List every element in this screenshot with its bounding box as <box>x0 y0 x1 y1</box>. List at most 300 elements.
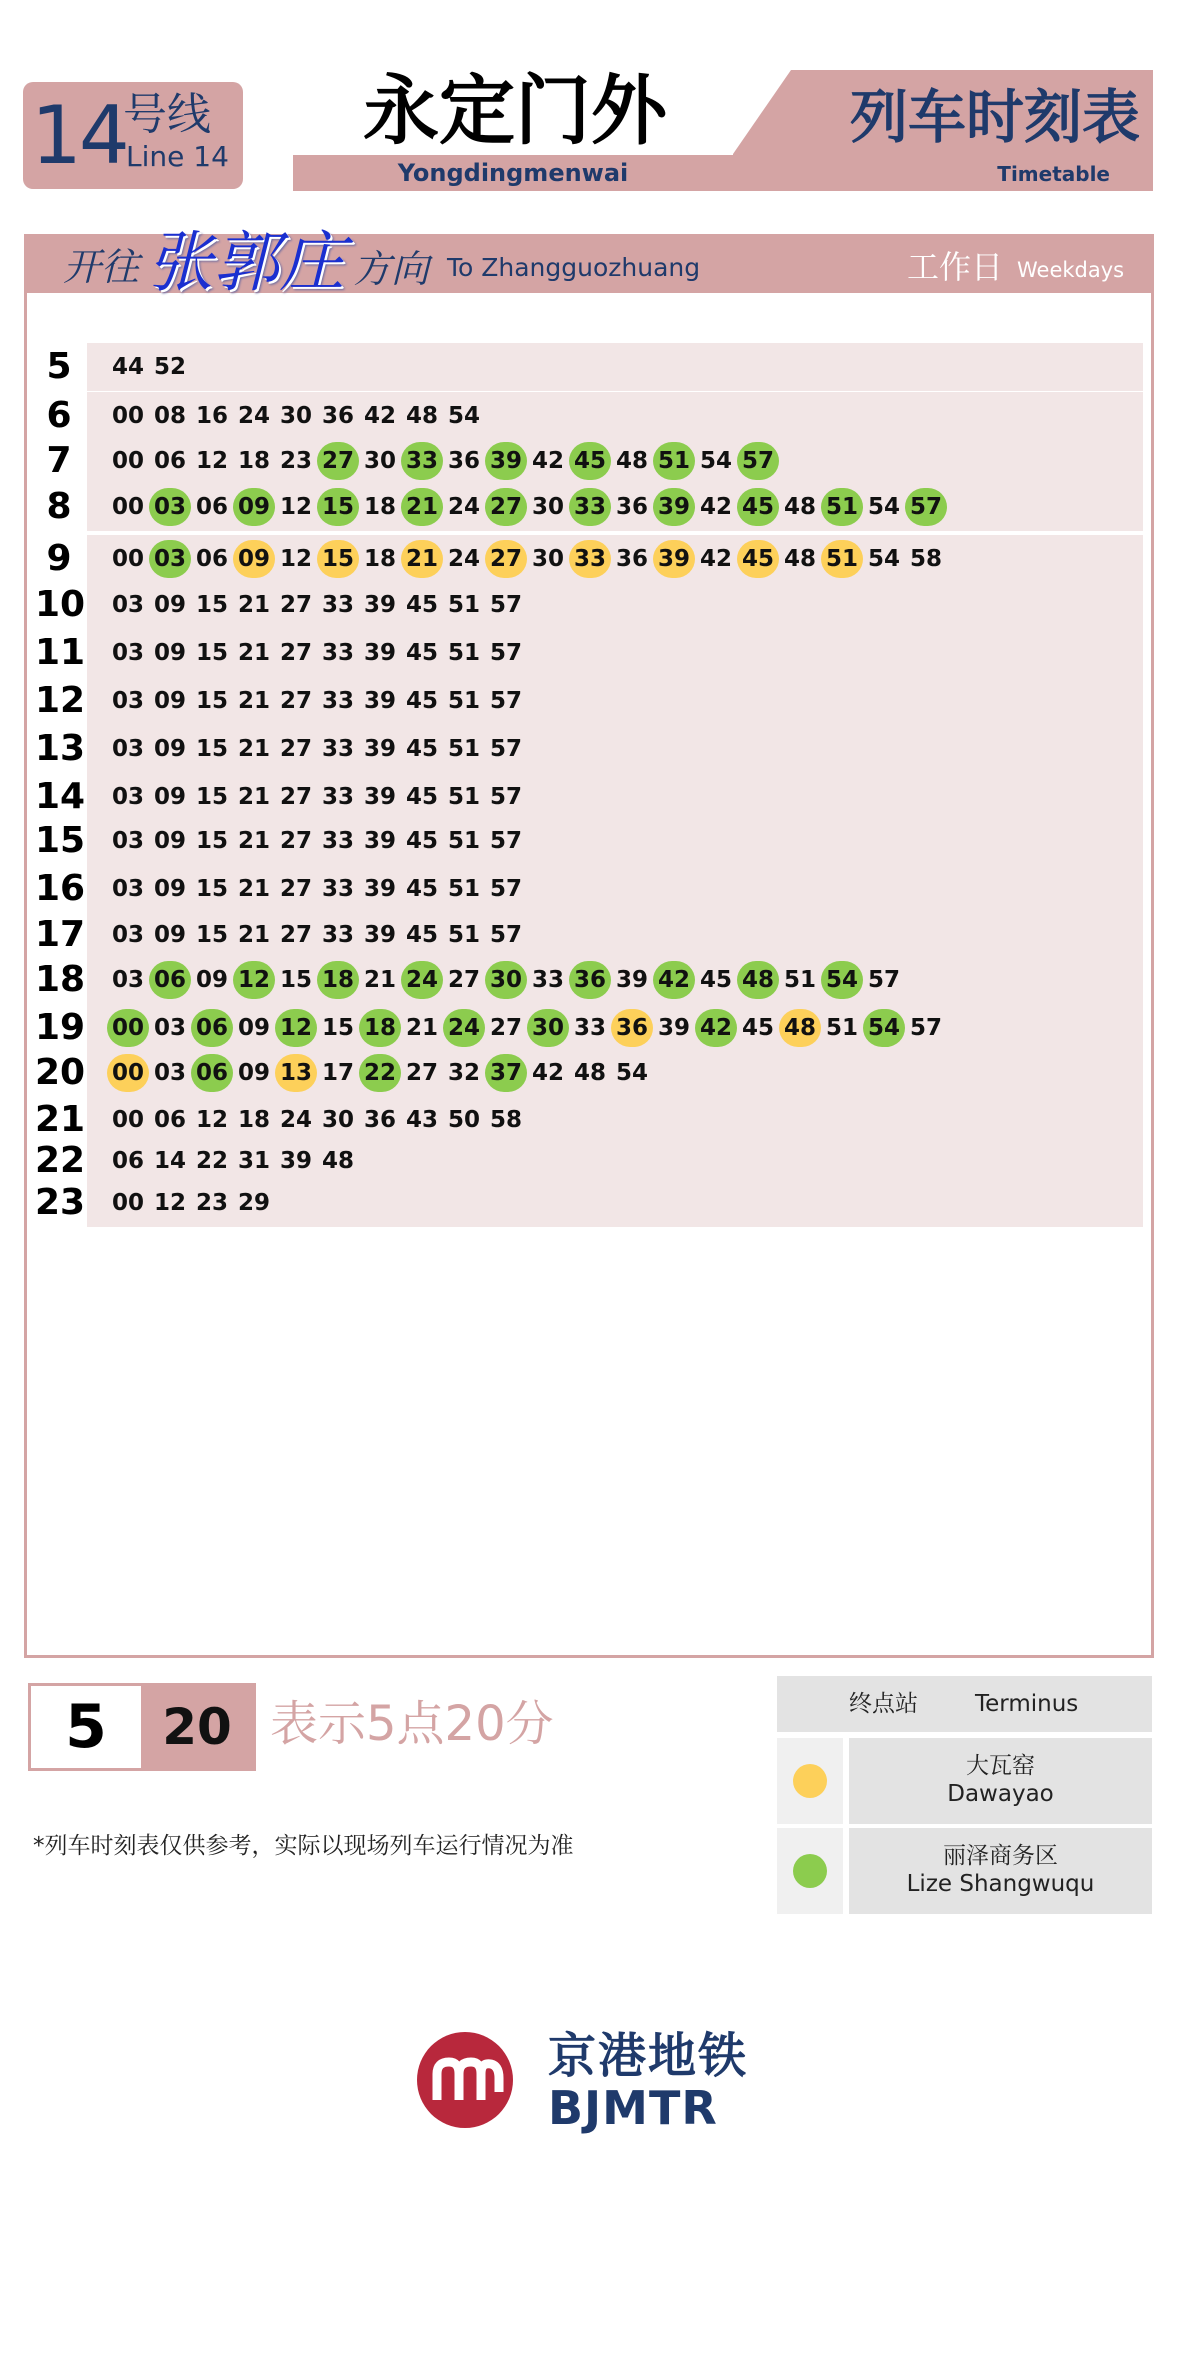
minute: 21 <box>237 640 270 666</box>
hour-label: 14 <box>35 776 86 817</box>
minute: 08 <box>153 403 186 429</box>
minute: 48 <box>321 1148 354 1174</box>
minute: 27 <box>405 1060 438 1086</box>
minute: 03 <box>111 688 144 714</box>
minute: 54 <box>699 448 732 474</box>
timetable-title-en: Timetable <box>997 162 1110 186</box>
minute: 48 <box>783 546 816 572</box>
schedule-row-16 <box>27 865 1151 913</box>
schedule-row-9 <box>27 535 1151 583</box>
minute: 33 <box>573 1015 606 1041</box>
minute: 45 <box>405 592 438 618</box>
minute: 15 <box>195 640 228 666</box>
minute: 50 <box>447 1107 480 1133</box>
direction-destination-en: To Zhangguozhuang <box>447 253 701 282</box>
minute: 21 <box>237 922 270 948</box>
minute: 18 <box>237 1107 270 1133</box>
minute: 03 <box>153 1060 186 1086</box>
minute: 57 <box>489 736 522 762</box>
minute: 03 <box>111 592 144 618</box>
minute-lize-terminus: 06 <box>149 961 191 999</box>
disclaimer-note: *列车时刻表仅供参考，实际以现场列车运行情况为准 <box>33 1833 574 1859</box>
hour-label: 15 <box>35 820 86 861</box>
minute: 09 <box>153 922 186 948</box>
minute-lize-terminus: 57 <box>737 442 779 480</box>
minute: 43 <box>405 1107 438 1133</box>
legend-item-lize <box>777 1828 1152 1914</box>
minute-lize-terminus: 27 <box>317 442 359 480</box>
hour-label: 6 <box>46 395 72 436</box>
minute: 00 <box>111 1107 144 1133</box>
minute: 45 <box>405 784 438 810</box>
minute-lize-terminus: 24 <box>443 1009 485 1047</box>
hour-label: 20 <box>35 1052 86 1093</box>
minute-lize-terminus: 54 <box>863 1009 905 1047</box>
minute: 24 <box>279 1107 312 1133</box>
minute-lize-terminus: 03 <box>149 540 191 578</box>
minute: 12 <box>279 546 312 572</box>
schedule-row-5 <box>27 343 1151 391</box>
minute: 32 <box>447 1060 480 1086</box>
minute: 36 <box>363 1107 396 1133</box>
minute: 48 <box>573 1060 606 1086</box>
minute-lize-terminus: 51 <box>653 442 695 480</box>
minute-dawayao-terminus: 09 <box>233 540 275 578</box>
minute: 39 <box>363 736 396 762</box>
minute: 09 <box>153 688 186 714</box>
minute-lize-terminus: 39 <box>653 488 695 526</box>
station-name-zh: 永定门外 <box>363 66 667 155</box>
line-badge <box>23 82 243 189</box>
minute: 30 <box>531 546 564 572</box>
minute-list <box>107 725 527 773</box>
schedule-row-6 <box>27 392 1151 440</box>
minute-lize-terminus: 06 <box>191 1054 233 1092</box>
minute: 09 <box>237 1060 270 1086</box>
minute: 45 <box>405 876 438 902</box>
minute: 09 <box>153 640 186 666</box>
minute-lize-terminus: 24 <box>401 961 443 999</box>
minute: 57 <box>489 688 522 714</box>
minute: 12 <box>195 448 228 474</box>
minute: 27 <box>279 876 312 902</box>
minute: 58 <box>909 546 942 572</box>
minute: 15 <box>195 922 228 948</box>
example-box <box>28 1683 256 1771</box>
minute: 45 <box>699 967 732 993</box>
minute-lize-terminus: 54 <box>821 961 863 999</box>
minute: 14 <box>153 1148 186 1174</box>
minute: 18 <box>237 448 270 474</box>
direction-suffix: 方向 <box>353 247 430 291</box>
minute: 00 <box>111 494 144 520</box>
minute: 21 <box>237 592 270 618</box>
hour-label: 17 <box>35 914 86 955</box>
minute-dawayao-terminus: 33 <box>569 540 611 578</box>
legend-item-en: Dawayao <box>947 1781 1054 1807</box>
minute: 21 <box>237 876 270 902</box>
minute: 57 <box>909 1015 942 1041</box>
minute: 39 <box>363 688 396 714</box>
minute: 54 <box>447 403 480 429</box>
minute: 27 <box>279 688 312 714</box>
hour-label: 21 <box>35 1099 86 1140</box>
schedule-row-23 <box>27 1179 1151 1227</box>
minute: 51 <box>447 828 480 854</box>
hour-label: 8 <box>46 486 72 527</box>
minute-list <box>107 343 191 391</box>
minute: 48 <box>405 403 438 429</box>
minute-lize-terminus: 37 <box>485 1054 527 1092</box>
minute-lize-terminus: 15 <box>317 488 359 526</box>
minute: 33 <box>321 640 354 666</box>
minute: 42 <box>699 546 732 572</box>
minute: 33 <box>321 736 354 762</box>
minute: 27 <box>279 736 312 762</box>
minute: 09 <box>153 592 186 618</box>
minute: 33 <box>321 828 354 854</box>
schedule-row-8 <box>27 483 1151 531</box>
minute: 15 <box>195 876 228 902</box>
minute-list <box>107 1137 359 1185</box>
minute: 27 <box>447 967 480 993</box>
minute: 42 <box>699 494 732 520</box>
minute: 09 <box>153 736 186 762</box>
line-number: 14 <box>31 89 127 182</box>
schedule-row-7 <box>27 437 1151 485</box>
minute: 51 <box>447 736 480 762</box>
minute: 33 <box>321 922 354 948</box>
minute-lize-terminus: 33 <box>401 442 443 480</box>
minute-list <box>107 773 527 821</box>
minute: 36 <box>447 448 480 474</box>
hour-label: 11 <box>35 632 86 673</box>
minute: 21 <box>237 688 270 714</box>
minute-lize-terminus: 00 <box>107 1009 149 1047</box>
minute: 15 <box>195 784 228 810</box>
minute: 24 <box>237 403 270 429</box>
minute: 45 <box>741 1015 774 1041</box>
minute: 03 <box>111 828 144 854</box>
minute: 21 <box>237 784 270 810</box>
minute: 15 <box>279 967 312 993</box>
minute: 36 <box>321 403 354 429</box>
minute: 09 <box>153 828 186 854</box>
minute-lize-terminus: 22 <box>359 1054 401 1092</box>
minute: 54 <box>615 1060 648 1086</box>
minute: 00 <box>111 448 144 474</box>
minute: 52 <box>153 354 186 380</box>
minute: 45 <box>405 736 438 762</box>
minute-lize-terminus: 30 <box>527 1009 569 1047</box>
hour-label: 13 <box>35 728 86 769</box>
minute: 06 <box>153 448 186 474</box>
minute: 33 <box>321 876 354 902</box>
minute: 27 <box>489 1015 522 1041</box>
minute: 54 <box>867 494 900 520</box>
minute: 54 <box>867 546 900 572</box>
schedule-row-22 <box>27 1137 1151 1185</box>
minute: 39 <box>615 967 648 993</box>
minute-dawayao-terminus: 48 <box>779 1009 821 1047</box>
minute: 33 <box>531 967 564 993</box>
minute: 15 <box>195 688 228 714</box>
minute: 03 <box>153 1015 186 1041</box>
minute-list <box>107 483 947 531</box>
minute: 27 <box>279 828 312 854</box>
minute: 42 <box>531 1060 564 1086</box>
minute: 57 <box>489 828 522 854</box>
minute: 57 <box>489 876 522 902</box>
minute: 09 <box>237 1015 270 1041</box>
minute: 44 <box>111 354 144 380</box>
example-hour: 5 <box>31 1686 141 1768</box>
minute: 57 <box>867 967 900 993</box>
minute-list <box>107 911 527 959</box>
direction-bar <box>27 224 1151 301</box>
minute: 21 <box>363 967 396 993</box>
hour-label: 18 <box>35 959 86 1000</box>
minute-dawayao-terminus: 13 <box>275 1054 317 1092</box>
legend-header-en: Terminus <box>975 1691 1079 1717</box>
minute-lize-terminus: 03 <box>149 488 191 526</box>
minute-lize-terminus: 27 <box>485 488 527 526</box>
minute: 21 <box>405 1015 438 1041</box>
minute: 03 <box>111 967 144 993</box>
minute: 23 <box>195 1190 228 1216</box>
legend-item-en: Lize Shangwuqu <box>906 1871 1095 1897</box>
minute: 51 <box>825 1015 858 1041</box>
minute: 15 <box>195 736 228 762</box>
minute: 33 <box>321 784 354 810</box>
minute-list <box>107 956 905 1004</box>
minute: 57 <box>489 784 522 810</box>
hour-label: 5 <box>46 346 72 387</box>
schedule-row-11 <box>27 629 1151 677</box>
minute-lize-terminus: 51 <box>821 488 863 526</box>
minute: 03 <box>111 640 144 666</box>
minute-lize-terminus: 06 <box>191 1009 233 1047</box>
minute: 36 <box>615 494 648 520</box>
legend-header-zh: 终点站 <box>849 1691 918 1717</box>
minute: 57 <box>489 592 522 618</box>
line-label-zh: 号线 <box>123 89 211 140</box>
minute-lize-terminus: 39 <box>485 442 527 480</box>
minute: 18 <box>363 546 396 572</box>
minute: 42 <box>531 448 564 474</box>
minute: 33 <box>321 688 354 714</box>
legend-item-zh: 丽泽商务区 <box>943 1843 1058 1869</box>
timetable-title-zh: 列车时刻表 <box>849 83 1140 151</box>
minute: 17 <box>321 1060 354 1086</box>
minute: 27 <box>279 640 312 666</box>
minute-list <box>107 581 527 629</box>
minute-dawayao-terminus: 45 <box>737 540 779 578</box>
example-explanation: 表示5点20分 <box>270 1696 554 1752</box>
minute: 15 <box>195 592 228 618</box>
minute: 30 <box>321 1107 354 1133</box>
minute: 45 <box>405 688 438 714</box>
minute: 51 <box>447 640 480 666</box>
minute: 51 <box>447 688 480 714</box>
schedule-row-18 <box>27 956 1151 1004</box>
minute: 39 <box>363 592 396 618</box>
legend-item-dawayao <box>777 1738 1152 1824</box>
minute-lize-terminus: 42 <box>653 961 695 999</box>
minute: 16 <box>195 403 228 429</box>
minute: 39 <box>363 640 396 666</box>
minute: 03 <box>111 876 144 902</box>
terminus-legend <box>777 1676 1152 1914</box>
logo-text-zh: 京港地铁 <box>548 2028 749 2084</box>
minute-list <box>107 817 527 865</box>
hour-label: 12 <box>35 680 86 721</box>
hour-label: 10 <box>35 584 86 625</box>
minute-lize-terminus: 18 <box>359 1009 401 1047</box>
minute: 27 <box>279 784 312 810</box>
day-type-en: Weekdays <box>1017 258 1125 282</box>
minute-list <box>107 392 485 440</box>
minute: 06 <box>153 1107 186 1133</box>
minute-lize-terminus: 09 <box>233 488 275 526</box>
minute: 39 <box>363 828 396 854</box>
minute: 03 <box>111 736 144 762</box>
minute-dawayao-terminus: 00 <box>107 1054 149 1092</box>
minute-list <box>107 1049 653 1097</box>
schedule-row-15 <box>27 817 1151 865</box>
minute-lize-terminus: 12 <box>233 961 275 999</box>
minute: 45 <box>405 640 438 666</box>
minute: 45 <box>405 922 438 948</box>
minute: 03 <box>111 784 144 810</box>
minute: 36 <box>615 546 648 572</box>
minute: 51 <box>447 592 480 618</box>
minute: 12 <box>279 494 312 520</box>
minute: 45 <box>405 828 438 854</box>
line-label-en: Line 14 <box>126 140 229 173</box>
legend-item-zh: 大瓦窑 <box>966 1753 1035 1779</box>
minute: 23 <box>279 448 312 474</box>
minute-lize-terminus: 42 <box>695 1009 737 1047</box>
minute-dawayao-terminus: 39 <box>653 540 695 578</box>
minute: 30 <box>531 494 564 520</box>
minute: 27 <box>279 922 312 948</box>
minute: 12 <box>153 1190 186 1216</box>
minute: 09 <box>153 784 186 810</box>
minute: 39 <box>279 1148 312 1174</box>
minute-dawayao-terminus: 51 <box>821 540 863 578</box>
minute: 33 <box>321 592 354 618</box>
row-band <box>87 343 1143 391</box>
minute: 24 <box>447 494 480 520</box>
minute: 30 <box>363 448 396 474</box>
schedule-row-19 <box>27 1004 1151 1052</box>
hour-label: 9 <box>46 538 72 579</box>
minute-lize-terminus: 57 <box>905 488 947 526</box>
minute: 15 <box>321 1015 354 1041</box>
schedule-row-17 <box>27 911 1151 959</box>
minute-list <box>107 865 527 913</box>
minute: 09 <box>195 967 228 993</box>
minute-list <box>107 437 779 485</box>
minute: 06 <box>111 1148 144 1174</box>
minute: 06 <box>195 546 228 572</box>
minute: 30 <box>279 403 312 429</box>
schedule-row-20 <box>27 1049 1151 1097</box>
minute: 21 <box>237 736 270 762</box>
minute: 06 <box>195 494 228 520</box>
minute: 00 <box>111 546 144 572</box>
minute: 29 <box>237 1190 270 1216</box>
minute-lize-terminus: 30 <box>485 961 527 999</box>
minute: 24 <box>447 546 480 572</box>
hour-label: 7 <box>46 440 72 481</box>
minute: 15 <box>195 828 228 854</box>
timetable-frame <box>24 224 1154 1658</box>
minute: 22 <box>195 1148 228 1174</box>
minute: 03 <box>111 922 144 948</box>
schedule-row-14 <box>27 773 1151 821</box>
minute: 57 <box>489 640 522 666</box>
minute-dawayao-terminus: 15 <box>317 540 359 578</box>
schedule-row-10 <box>27 581 1151 629</box>
minute: 39 <box>363 784 396 810</box>
minute: 00 <box>111 1190 144 1216</box>
hour-label: 23 <box>35 1182 86 1223</box>
schedule-row-13 <box>27 725 1151 773</box>
minute: 39 <box>657 1015 690 1041</box>
minute-lize-terminus: 45 <box>737 488 779 526</box>
minute: 00 <box>111 403 144 429</box>
bjmtr-logo-icon <box>415 2030 515 2130</box>
minute-list <box>107 1004 947 1052</box>
minute-lize-terminus: 21 <box>401 488 443 526</box>
minute: 57 <box>489 922 522 948</box>
minute: 12 <box>195 1107 228 1133</box>
minute-lize-terminus: 18 <box>317 961 359 999</box>
day-type-zh: 工作日 <box>907 248 1004 286</box>
minute: 31 <box>237 1148 270 1174</box>
minute-lize-terminus: 12 <box>275 1009 317 1047</box>
minute-lize-terminus: 36 <box>569 961 611 999</box>
minute: 51 <box>447 784 480 810</box>
legend-header <box>777 1676 1152 1732</box>
minute: 39 <box>363 922 396 948</box>
direction-destination-zh: 张郭庄 <box>147 224 345 301</box>
minute-dawayao-terminus: 27 <box>485 540 527 578</box>
station-name-en: Yongdingmenwai <box>397 159 629 187</box>
minute: 42 <box>363 403 396 429</box>
dawayao-dot-icon <box>793 1764 827 1798</box>
minute-list <box>107 535 947 583</box>
hour-label: 16 <box>35 868 86 909</box>
minute-lize-terminus: 48 <box>737 961 779 999</box>
minute: 21 <box>237 828 270 854</box>
minute: 51 <box>447 876 480 902</box>
example-minute: 20 <box>141 1686 253 1768</box>
minute: 18 <box>363 494 396 520</box>
minute: 39 <box>363 876 396 902</box>
minute-lize-terminus: 45 <box>569 442 611 480</box>
minute: 51 <box>447 922 480 948</box>
minute-list <box>107 1179 275 1227</box>
logo-text-en: BJMTR <box>548 2081 718 2135</box>
lize-dot-icon <box>793 1854 827 1888</box>
minute: 48 <box>615 448 648 474</box>
minute-list <box>107 677 527 725</box>
minute-list <box>107 629 527 677</box>
minute: 27 <box>279 592 312 618</box>
